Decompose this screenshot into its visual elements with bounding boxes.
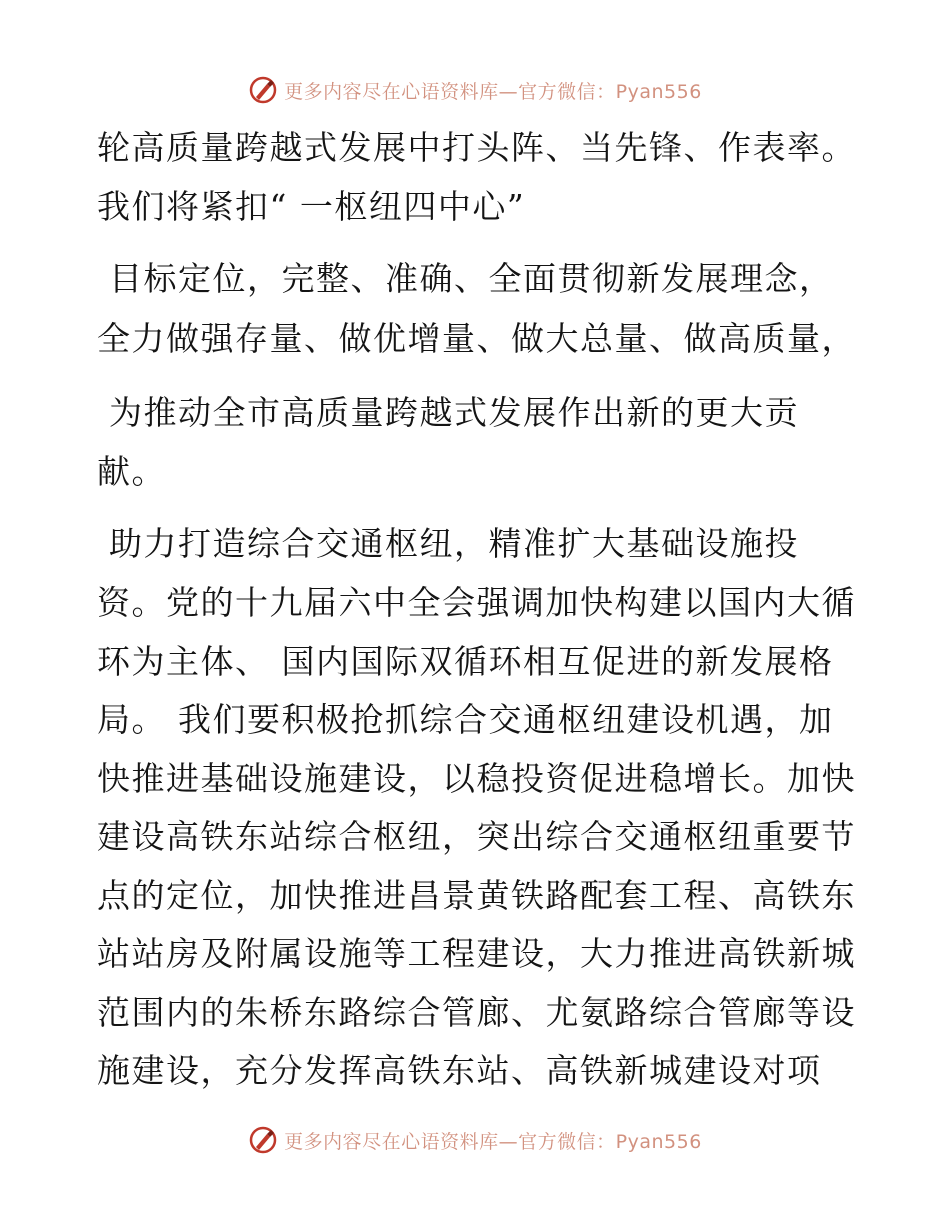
body-line: 范围内的朱桥东路综合管廊、尤氨路综合管廊等设 bbox=[97, 993, 856, 1032]
body-line: 献。 bbox=[97, 452, 166, 491]
body-line: 助力打造综合交通枢纽，精准扩大基础设施投 bbox=[97, 524, 799, 563]
body-line: 目标定位，完整、准确、全面贯彻新发展理念， bbox=[97, 259, 834, 298]
body-line: 快推进基础设施建设，以稳投资促进稳增长。加快 bbox=[97, 759, 856, 798]
body-line: 施建设，充分发挥高铁东站、高铁新城建设对项 bbox=[97, 1051, 822, 1090]
watermark-text: 更多内容尽在心语资料库—官方微信：Pyan556 bbox=[284, 1130, 702, 1153]
body-line: 为推动全市高质量跨越式发展作出新的更大贡 bbox=[97, 393, 799, 432]
body-line: 资。党的十九届六中全会强调加快构建以国内大循 bbox=[97, 583, 856, 622]
body-line: 局。 我们要积极抢抓综合交通枢纽建设机遇，加 bbox=[97, 700, 834, 739]
body-line: 全力做强存量、做优增量、做大总量、做高质量， bbox=[97, 319, 856, 358]
body-line: 轮高质量跨越式发展中打头阵、当先锋、作表率。 bbox=[97, 128, 856, 167]
watermark-text: 更多内容尽在心语资料库—官方微信：Pyan556 bbox=[284, 80, 702, 103]
pen-seal-icon bbox=[248, 1125, 278, 1155]
body-line: 我们将紧扣“ 一枢纽四中心” bbox=[97, 187, 526, 226]
footer-watermark bbox=[0, 1122, 950, 1158]
body-line: 站站房及附属设施等工程建设，大力推进高铁新城 bbox=[97, 934, 856, 973]
body-line: 建设高铁东站综合枢纽，突出综合交通枢纽重要节 bbox=[97, 817, 856, 856]
body-line: 点的定位，加快推进昌景黄铁路配套工程、高铁东 bbox=[97, 876, 856, 915]
body-line: 环为主体、 国内国际双循环相互促进的新发展格 bbox=[97, 642, 834, 681]
